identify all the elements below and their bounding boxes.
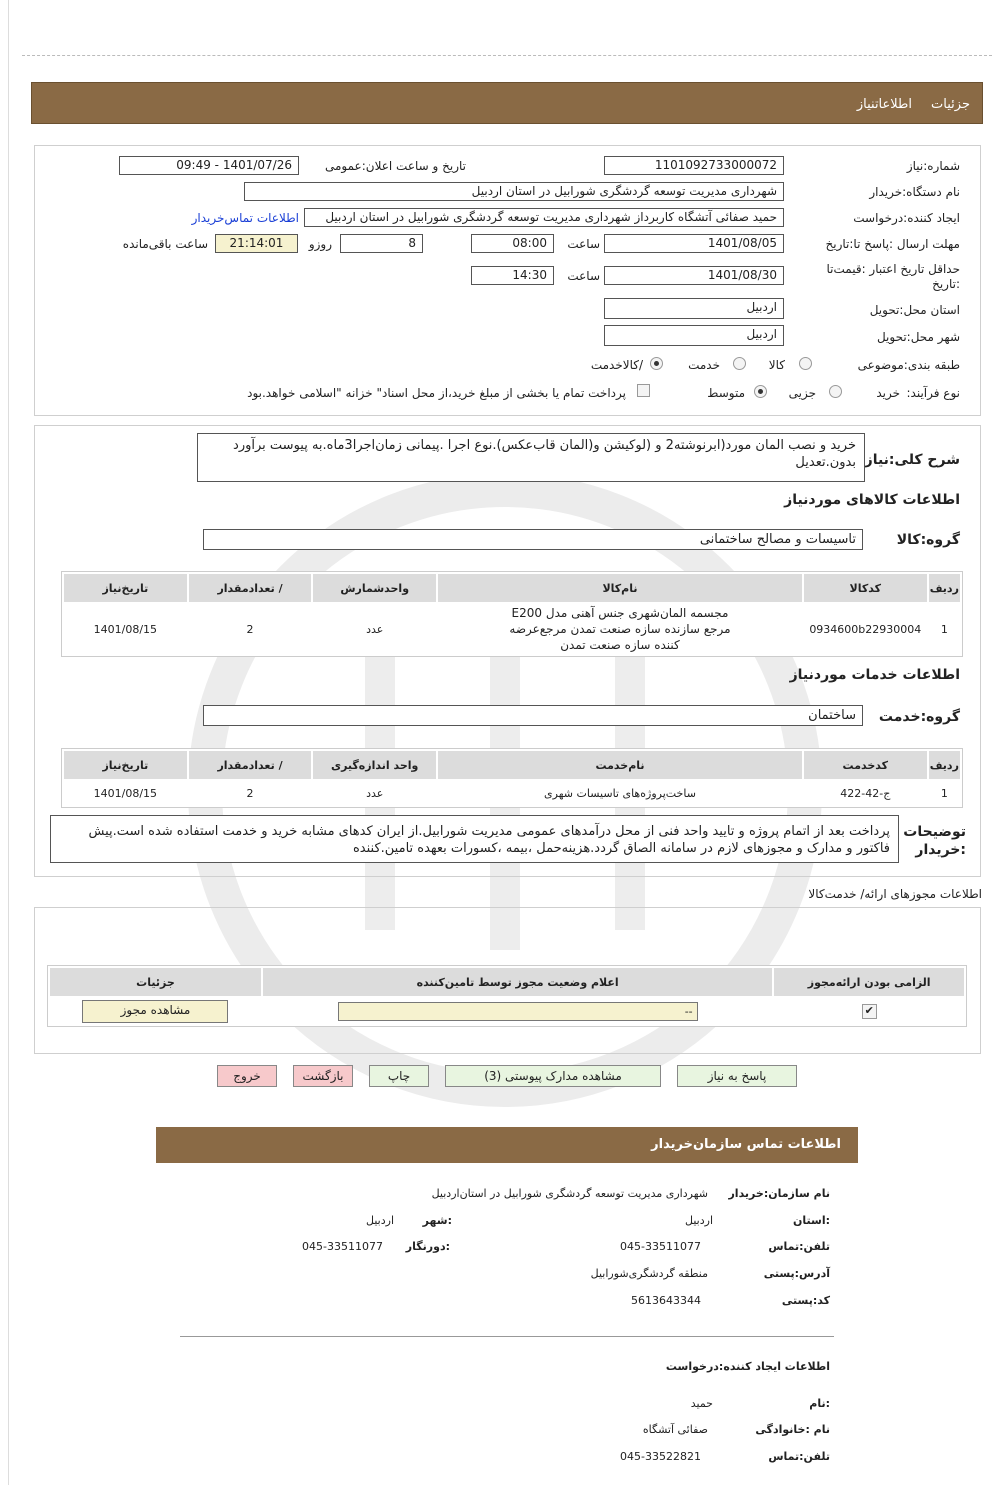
goods-group-label: گروه:کالا xyxy=(896,532,960,548)
col-required: الزامی بودن ارائه‌مجوز xyxy=(774,968,964,996)
cell-unit: عدد xyxy=(366,622,384,636)
top-divider xyxy=(22,55,992,56)
col-code: کدکالا xyxy=(804,574,927,602)
cell-qty: 2 xyxy=(246,622,254,636)
left-border xyxy=(8,0,9,1485)
org-label: نام سازمان:خریدار xyxy=(728,1187,830,1200)
deadline-hour-label: ساعت xyxy=(567,237,600,251)
col-name: نام‌خدمت xyxy=(438,751,802,779)
remaining-label: ساعت باقی‌مانده xyxy=(122,237,208,251)
phone-value: 045-33511077 xyxy=(620,1240,701,1253)
contact-title: اطلاعات تماس سازمان‌خریدار xyxy=(651,1137,841,1152)
deadline-date-field: 1401/08/05 xyxy=(604,234,784,253)
tab-need-info[interactable]: اطلاعاتنیاز xyxy=(856,97,912,112)
col-unit: واحد اندازه‌گیری xyxy=(313,751,436,779)
exit-button[interactable]: خروج xyxy=(217,1065,277,1087)
min-validity-label: حداقل تاریخ اعتبار :قیمت‌تا :تاریخ xyxy=(826,262,960,291)
radio-partial-label: جزیی xyxy=(788,386,816,400)
col-code: کدخدمت xyxy=(804,751,927,779)
view-permit-button[interactable]: مشاهده مجوز xyxy=(82,1000,228,1023)
city-c-label: :شهر xyxy=(422,1214,452,1227)
address-value: منطقه گردشگری‌شورابیل xyxy=(590,1267,708,1280)
need-no-label: شماره:نیاز xyxy=(906,159,960,173)
col-qty: / تعدادمقدار xyxy=(189,574,312,602)
services-group-field: ساختمان xyxy=(203,705,863,726)
creator-field: حمید صفائی آتشگاه کاربرداز شهرداری مدیریت توسعه گردشگری شورابیل در استان اردبیل xyxy=(304,208,784,227)
family-label: نام :خانوادگی xyxy=(755,1423,830,1436)
table-row xyxy=(64,604,960,654)
payment-note: پرداخت تمام یا بخشی از مبلغ خرید،از محل اسناد" خزانه "اسلامی خواهد.بود xyxy=(247,386,626,400)
required-checkbox[interactable]: ✔ xyxy=(862,1004,877,1019)
city-field: اردبیل xyxy=(604,325,784,346)
permits-table-header xyxy=(50,968,964,996)
col-name: نام‌کالا xyxy=(438,574,802,602)
col-row: ردیف xyxy=(929,574,960,602)
category-label: طبقه بندی:موضوعی xyxy=(857,358,960,372)
radio-medium-label: متوسط xyxy=(707,386,745,400)
cphone-label: تلفن:تماس xyxy=(768,1450,830,1463)
services-group-label: گروه:خدمت xyxy=(878,709,960,725)
buyer-notes-label: توضیحات :خریدار xyxy=(903,824,966,858)
contact-link[interactable]: اطلاعات تماس‌خریدار xyxy=(191,211,299,225)
fax-value: 045-33511077 xyxy=(302,1240,383,1253)
name-value: حمید xyxy=(690,1397,713,1410)
col-details: جزئیات xyxy=(50,968,261,996)
province-c-label: :استان xyxy=(793,1214,830,1227)
process-buy-label: خرید xyxy=(876,386,900,400)
cell-row: 1 xyxy=(940,786,948,800)
table-row xyxy=(50,998,964,1024)
col-row: ردیف xyxy=(929,751,960,779)
province-label: استان محل:تحویل xyxy=(869,303,960,317)
radio-partial[interactable] xyxy=(829,385,842,398)
cell-code: 0934600b22930004 xyxy=(809,622,922,636)
remaining-time-field: 21:14:01 xyxy=(215,234,298,253)
radio-goods-service[interactable] xyxy=(650,357,663,370)
days-label: روزو xyxy=(308,237,332,251)
reply-button[interactable]: پاسخ به نیاز xyxy=(677,1065,797,1087)
services-section-title: اطلاعات خدمات موردنیاز xyxy=(789,667,960,683)
cell-qty: 2 xyxy=(246,786,254,800)
col-unit: واحدشمارش xyxy=(313,574,436,602)
postal-value: 5613643344 xyxy=(631,1294,701,1307)
back-button[interactable]: بازگشت xyxy=(293,1065,353,1087)
announce-field: 1401/07/26 - 09:49 xyxy=(119,156,299,175)
fax-label: :دورنگار xyxy=(405,1240,450,1253)
days-field: 8 xyxy=(340,234,423,253)
cell-name: مجسمه المان‌شهری جنس آهنی مدل E200 مرجع سازنده سازه صنعت تمدن مرجع‌عرضه کننده سازه صنعت تمدن xyxy=(509,606,731,652)
services-table-header xyxy=(64,751,960,779)
cell-date: 1401/08/15 xyxy=(93,786,158,800)
cell-row: 1 xyxy=(940,622,948,636)
family-value: صفائی آتشگاه xyxy=(642,1423,708,1436)
org-value: شهرداری مدیریت توسعه گردشگری شورابیل در استان‌اردبیل xyxy=(431,1187,708,1200)
buyer-org-label: نام دستگاه:خریدار xyxy=(869,185,960,199)
cell-unit: عدد xyxy=(366,786,384,800)
col-date: تاریخ‌نیاز xyxy=(64,751,187,779)
payment-checkbox[interactable] xyxy=(637,384,650,397)
name-label: :نام xyxy=(809,1397,830,1410)
validity-time-field: 14:30 xyxy=(471,266,554,285)
services-table xyxy=(61,748,963,808)
summary-field: خرید و نصب المان مورد(ابرنوشته2 و (لوکیشن و(المان قاب‌عکس).نوع اجرا .پیمانی زمان‌اجرا3ماه.به پیوست برآورد بدون.تعدیل xyxy=(197,433,865,482)
province-c-value: اردبیل xyxy=(685,1214,713,1227)
address-label: آدرس:پستی xyxy=(763,1267,830,1280)
goods-table-header xyxy=(64,574,960,602)
cell-date: 1401/08/15 xyxy=(93,622,158,636)
goods-section-title: اطلاعات کالاهای موردنیاز xyxy=(784,492,960,508)
radio-service[interactable] xyxy=(733,357,746,370)
phone-label: تلفن:تماس xyxy=(768,1240,830,1253)
city-label: شهر محل:تحویل xyxy=(876,330,960,344)
goods-table xyxy=(61,571,963,657)
postal-label: کد:پستی xyxy=(781,1294,830,1307)
radio-goods[interactable] xyxy=(799,357,812,370)
radio-service-label: خدمت xyxy=(688,358,720,372)
validity-date-field: 1401/08/30 xyxy=(604,266,784,285)
summary-label: شرح کلی:نیاز xyxy=(864,452,960,468)
deadline-time-field: 08:00 xyxy=(471,234,554,253)
cphone-value: 045-33522821 xyxy=(620,1450,701,1463)
permits-title: اطلاعات مجوزهای ارائه/ خدمت‌کالا xyxy=(808,887,982,901)
process-label: نوع فرآیند: xyxy=(906,386,960,400)
print-button[interactable]: چاپ xyxy=(369,1065,429,1087)
validity-hour-label: ساعت xyxy=(567,269,600,283)
permits-table xyxy=(47,965,967,1027)
buyer-notes-field: پرداخت بعد از اتمام پروژه و تایید واحد فنی از محل درآمدهای عمومی مدیریت شورابیل.از ایران کدهای مشابه خرید و خدمت استفاده شده است.پیش فاکتور و مدارک و مجوزهای لازم در سامانه الصاق گردد.هزینه‌حمل ،بیمه ،کسورات بعهده تامین.کننده xyxy=(50,815,899,863)
details-cell xyxy=(50,998,261,1024)
radio-goods-label: کالا xyxy=(768,358,785,372)
creator-label: ایجاد کننده:درخواست xyxy=(853,211,960,225)
tab-details[interactable]: جزئیات xyxy=(931,97,970,112)
radio-medium[interactable] xyxy=(754,385,767,398)
goods-group-field: تاسیسات و مصالح ساختمانی xyxy=(203,529,863,550)
status-cell xyxy=(263,998,772,1024)
announce-label: تاریخ و ساعت اعلان:عمومی xyxy=(324,159,466,173)
need-no-field: 1101092733000072 xyxy=(604,156,784,175)
cell-code: ج-42-422 xyxy=(840,786,891,800)
required-cell xyxy=(774,998,964,1024)
header-bar xyxy=(31,82,983,124)
col-status: اعلام وضعیت مجوز توسط تامین‌کننده xyxy=(263,968,772,996)
status-field: -- xyxy=(338,1002,698,1021)
radio-goods-service-label: /کالاخدمت xyxy=(590,358,643,372)
table-row xyxy=(64,781,960,805)
col-qty: / تعدادمقدار xyxy=(189,751,312,779)
city-c-value: اردبیل xyxy=(366,1214,394,1227)
creator-info-title: اطلاعات ایجاد کننده:درخواست xyxy=(665,1360,830,1373)
contact-divider xyxy=(180,1336,834,1337)
attachments-button[interactable]: مشاهده مدارک پیوستی (3) xyxy=(445,1065,661,1087)
deadline-label: مهلت ارسال :پاسخ تا:تاریخ xyxy=(825,237,960,251)
cell-name: ساخت‌پروژه‌های تاسیسات شهری xyxy=(544,786,696,800)
buyer-org-field: شهرداری مدیریت توسعه گردشگری شورابیل در استان اردبیل xyxy=(244,182,784,201)
col-date: تاریخ‌نیاز xyxy=(64,574,187,602)
province-field: اردبیل xyxy=(604,298,784,319)
